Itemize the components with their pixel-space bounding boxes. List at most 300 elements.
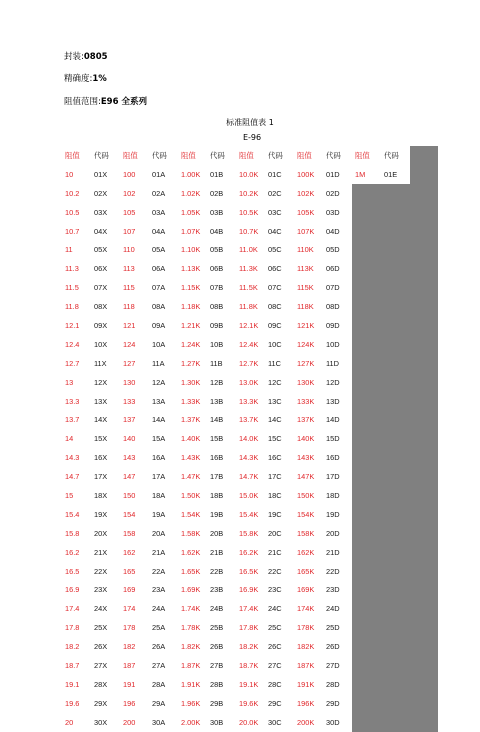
resistance-code: 01B bbox=[210, 169, 224, 179]
resistance-value: 10.5K bbox=[239, 207, 259, 217]
empty-cell bbox=[410, 259, 438, 278]
range-value: E96 全系列 bbox=[100, 97, 147, 107]
resistance-value: 14.7 bbox=[65, 472, 80, 482]
empty-cell bbox=[352, 259, 381, 278]
resistance-code: 17C bbox=[268, 472, 282, 482]
resistance-code: 28D bbox=[326, 679, 340, 689]
header-code: 代码 bbox=[210, 150, 225, 160]
resistance-code: 11B bbox=[210, 358, 223, 368]
resistance-code: 10B bbox=[210, 339, 224, 349]
resistance-code: 26D bbox=[326, 642, 340, 652]
empty-cell bbox=[352, 278, 381, 297]
empty-cell bbox=[381, 618, 410, 637]
resistance-value: 1M bbox=[355, 169, 366, 179]
table-row bbox=[62, 599, 438, 618]
resistance-code: 20B bbox=[210, 528, 224, 538]
resistance-value: 121K bbox=[297, 320, 315, 330]
resistance-value: 154 bbox=[123, 509, 136, 519]
table-row bbox=[62, 675, 438, 694]
empty-cell bbox=[381, 222, 410, 241]
empty-cell bbox=[381, 675, 410, 694]
header-code: 代码 bbox=[268, 150, 283, 160]
resistance-code: 20A bbox=[152, 528, 166, 538]
resistance-value: 130K bbox=[297, 377, 315, 387]
resistance-code: 07C bbox=[268, 283, 282, 293]
resistance-code: 26B bbox=[210, 642, 224, 652]
empty-cell bbox=[352, 713, 381, 732]
resistance-code: 01E bbox=[384, 169, 398, 179]
resistance-code: 10A bbox=[152, 339, 166, 349]
resistance-value: 11.5K bbox=[239, 283, 258, 293]
resistance-value: 178K bbox=[297, 623, 315, 633]
resistance-code: 21D bbox=[326, 547, 340, 557]
table-row bbox=[62, 429, 438, 448]
resistance-code: 05B bbox=[210, 245, 224, 255]
resistance-value: 14.3 bbox=[65, 453, 80, 463]
accuracy-line bbox=[64, 72, 107, 84]
table-row bbox=[62, 373, 438, 392]
resistance-code: 12A bbox=[152, 377, 166, 387]
empty-cell bbox=[410, 203, 438, 222]
resistance-code: 15A bbox=[152, 434, 166, 444]
empty-cell bbox=[410, 713, 438, 732]
resistance-code: 04X bbox=[94, 226, 108, 236]
resistance-value: 1.40K bbox=[181, 434, 201, 444]
resistance-code: 21X bbox=[94, 547, 108, 557]
resistance-code: 25B bbox=[210, 623, 224, 633]
resistance-value: 20.0K bbox=[239, 717, 259, 727]
resistance-value: 130 bbox=[123, 377, 136, 387]
resistance-value: 102K bbox=[297, 188, 315, 198]
empty-cell bbox=[352, 316, 381, 335]
empty-cell bbox=[410, 373, 438, 392]
package-value: 0805 bbox=[83, 52, 108, 62]
empty-cell bbox=[352, 222, 381, 241]
resistance-code: 22A bbox=[152, 566, 166, 576]
resistance-value: 1.58K bbox=[181, 528, 201, 538]
resistance-code: 19B bbox=[210, 509, 224, 519]
empty-cell bbox=[352, 297, 381, 316]
resistance-value: 15.4 bbox=[65, 509, 80, 519]
resistance-code: 01X bbox=[94, 169, 108, 179]
empty-cell bbox=[381, 429, 410, 448]
resistance-value: 15.4K bbox=[239, 509, 259, 519]
resistance-value: 14.0K bbox=[239, 434, 259, 444]
accuracy-value: 1% bbox=[92, 74, 107, 84]
resistance-code: 13C bbox=[268, 396, 282, 406]
resistor-value-table bbox=[62, 146, 438, 732]
resistance-value: 113K bbox=[297, 264, 314, 274]
resistance-value: 1.18K bbox=[181, 302, 201, 312]
resistance-code: 12D bbox=[326, 377, 340, 387]
resistance-code: 06A bbox=[152, 264, 166, 274]
resistance-code: 21C bbox=[268, 547, 282, 557]
resistance-value: 182K bbox=[297, 642, 315, 652]
table-row bbox=[62, 259, 438, 278]
resistance-code: 30X bbox=[94, 717, 108, 727]
resistance-value: 140 bbox=[123, 434, 136, 444]
resistance-value: 133K bbox=[297, 396, 315, 406]
resistance-value: 13.3 bbox=[65, 396, 80, 406]
resistance-code: 19A bbox=[152, 509, 166, 519]
resistance-value: 127K bbox=[297, 358, 315, 368]
resistance-value: 1.05K bbox=[181, 207, 201, 217]
resistance-code: 17A bbox=[152, 472, 166, 482]
resistance-value: 11.8K bbox=[239, 302, 258, 312]
resistance-code: 18D bbox=[326, 490, 340, 500]
resistance-value: 191K bbox=[297, 679, 315, 689]
resistance-code: 08X bbox=[94, 302, 108, 312]
empty-cell bbox=[381, 184, 410, 203]
resistance-value: 118 bbox=[123, 302, 135, 312]
resistance-code: 23A bbox=[152, 585, 166, 595]
resistance-value: 115K bbox=[297, 283, 314, 293]
resistance-code: 17X bbox=[94, 472, 108, 482]
resistance-value: 12.7K bbox=[239, 358, 259, 368]
resistance-code: 30B bbox=[210, 717, 224, 727]
resistance-value: 12.4 bbox=[65, 339, 80, 349]
resistance-code: 02B bbox=[210, 188, 224, 198]
resistance-code: 27X bbox=[94, 660, 108, 670]
empty-cell bbox=[410, 335, 438, 354]
resistance-value: 1.50K bbox=[181, 490, 201, 500]
empty-cell bbox=[352, 543, 381, 562]
resistance-value: 154K bbox=[297, 509, 315, 519]
resistance-code: 11D bbox=[326, 358, 340, 368]
resistance-code: 20D bbox=[326, 528, 340, 538]
resistance-value: 143 bbox=[123, 453, 136, 463]
table-title: 标准阻值表 1 bbox=[226, 118, 274, 127]
empty-cell bbox=[352, 392, 381, 411]
empty-cell bbox=[352, 240, 381, 259]
empty-cell bbox=[381, 580, 410, 599]
resistance-code: 13D bbox=[326, 396, 340, 406]
empty-cell bbox=[410, 354, 438, 373]
empty-cell bbox=[352, 354, 381, 373]
resistance-value: 150K bbox=[297, 490, 315, 500]
empty-cell bbox=[381, 203, 410, 222]
empty-cell bbox=[381, 392, 410, 411]
table-row bbox=[62, 543, 438, 562]
empty-cell bbox=[381, 316, 410, 335]
resistance-value: 15.8 bbox=[65, 528, 80, 538]
resistance-code: 24B bbox=[210, 604, 224, 614]
resistance-code: 16C bbox=[268, 453, 282, 463]
resistance-value: 17.4K bbox=[239, 604, 259, 614]
resistance-code: 29A bbox=[152, 698, 166, 708]
resistance-value: 10.0K bbox=[239, 169, 259, 179]
resistance-code: 29C bbox=[268, 698, 282, 708]
resistance-value: 1.37K bbox=[181, 415, 201, 425]
resistance-code: 26X bbox=[94, 642, 108, 652]
resistance-code: 08B bbox=[210, 302, 224, 312]
header-resistance: 阻值 bbox=[239, 150, 254, 160]
empty-cell bbox=[352, 448, 381, 467]
table-row bbox=[62, 222, 438, 241]
resistance-value: 16.9 bbox=[65, 585, 80, 595]
resistance-value: 1.00K bbox=[181, 169, 201, 179]
resistance-value: 12.1K bbox=[239, 320, 259, 330]
empty-cell bbox=[381, 713, 410, 732]
empty-cell bbox=[352, 599, 381, 618]
resistance-value: 14 bbox=[65, 434, 74, 444]
resistance-value: 191 bbox=[123, 679, 136, 689]
resistance-code: 19D bbox=[326, 509, 340, 519]
resistance-code: 14A bbox=[152, 415, 166, 425]
resistance-code: 05X bbox=[94, 245, 108, 255]
resistance-code: 28A bbox=[152, 679, 166, 689]
resistance-code: 27C bbox=[268, 660, 282, 670]
resistance-value: 1.62K bbox=[181, 547, 201, 557]
resistance-code: 06D bbox=[326, 264, 340, 274]
empty-cell bbox=[352, 373, 381, 392]
resistance-code: 01D bbox=[326, 169, 340, 179]
table-row bbox=[62, 354, 438, 373]
resistance-value: 196 bbox=[123, 698, 136, 708]
resistance-value: 10.7 bbox=[65, 226, 80, 236]
empty-cell bbox=[381, 486, 410, 505]
resistance-code: 29X bbox=[94, 698, 108, 708]
resistance-code: 01C bbox=[268, 169, 282, 179]
header-resistance: 阻值 bbox=[355, 150, 370, 160]
resistance-value: 13 bbox=[65, 377, 74, 387]
resistance-code: 04D bbox=[326, 226, 340, 236]
resistance-value: 11.5 bbox=[65, 283, 79, 293]
resistance-value: 16.5K bbox=[239, 566, 259, 576]
resistance-code: 04C bbox=[268, 226, 282, 236]
resistance-value: 118K bbox=[297, 302, 314, 312]
resistance-value: 11.3 bbox=[65, 264, 79, 274]
table-row bbox=[62, 486, 438, 505]
resistance-value: 12.1 bbox=[65, 320, 80, 330]
resistance-code: 04A bbox=[152, 226, 166, 236]
empty-cell bbox=[352, 335, 381, 354]
empty-cell bbox=[410, 543, 438, 562]
resistance-value: 165K bbox=[297, 566, 315, 576]
resistance-code: 02C bbox=[268, 188, 282, 198]
resistance-value: 1.96K bbox=[181, 698, 201, 708]
resistance-value: 1.65K bbox=[181, 566, 201, 576]
table-row bbox=[62, 240, 438, 259]
resistance-code: 15B bbox=[210, 434, 224, 444]
resistance-value: 17.8K bbox=[239, 623, 259, 633]
empty-cell bbox=[381, 524, 410, 543]
resistance-code: 20X bbox=[94, 528, 108, 538]
package-line bbox=[64, 50, 108, 62]
empty-cell bbox=[352, 656, 381, 675]
table-row bbox=[62, 580, 438, 599]
resistance-code: 27A bbox=[152, 660, 166, 670]
empty-cell bbox=[410, 222, 438, 241]
resistance-code: 18A bbox=[152, 490, 166, 500]
resistance-value: 15.8K bbox=[239, 528, 259, 538]
resistance-value: 121 bbox=[123, 320, 136, 330]
empty-cell bbox=[410, 562, 438, 581]
resistance-value: 174K bbox=[297, 604, 315, 614]
empty-cell bbox=[352, 562, 381, 581]
resistance-code: 05C bbox=[268, 245, 282, 255]
resistance-code: 09A bbox=[152, 320, 166, 330]
empty-cell bbox=[352, 505, 381, 524]
empty-cell bbox=[352, 203, 381, 222]
empty-cell bbox=[410, 297, 438, 316]
resistance-value: 105 bbox=[123, 207, 136, 217]
resistance-code: 06C bbox=[268, 264, 282, 274]
header-code: 代码 bbox=[94, 150, 109, 160]
empty-cell bbox=[352, 675, 381, 694]
resistance-value: 13.7K bbox=[239, 415, 259, 425]
table-row bbox=[62, 392, 438, 411]
resistance-value: 19.1K bbox=[239, 679, 259, 689]
table-row bbox=[62, 316, 438, 335]
resistance-code: 03X bbox=[94, 207, 108, 217]
resistance-value: 10.7K bbox=[239, 226, 259, 236]
resistance-value: 19.1 bbox=[65, 679, 80, 689]
resistance-code: 25X bbox=[94, 623, 108, 633]
resistance-value: 1.91K bbox=[181, 679, 201, 689]
resistance-value: 14.7K bbox=[239, 472, 259, 482]
resistance-value: 187 bbox=[123, 660, 136, 670]
resistance-code: 06B bbox=[210, 264, 224, 274]
empty-cell bbox=[410, 429, 438, 448]
resistance-code: 22D bbox=[326, 566, 340, 576]
resistance-value: 105K bbox=[297, 207, 315, 217]
resistance-code: 20C bbox=[268, 528, 282, 538]
empty-cell bbox=[381, 467, 410, 486]
table-header-row bbox=[62, 146, 438, 165]
resistance-value: 11.8 bbox=[65, 302, 79, 312]
empty-cell bbox=[410, 467, 438, 486]
resistance-code: 24C bbox=[268, 604, 282, 614]
table-row bbox=[62, 656, 438, 675]
resistance-code: 14B bbox=[210, 415, 224, 425]
empty-cell bbox=[381, 410, 410, 429]
empty-cell bbox=[410, 675, 438, 694]
empty-cell bbox=[381, 637, 410, 656]
resistance-value: 200K bbox=[297, 717, 315, 727]
resistance-code: 17B bbox=[210, 472, 224, 482]
resistance-value: 158 bbox=[123, 528, 136, 538]
resistance-code: 18X bbox=[94, 490, 108, 500]
header-code: 代码 bbox=[326, 150, 341, 160]
header-resistance: 阻值 bbox=[297, 150, 312, 160]
resistance-value: 1.43K bbox=[181, 453, 201, 463]
range-line bbox=[64, 95, 147, 107]
header-code: 代码 bbox=[384, 150, 399, 160]
resistance-value: 140K bbox=[297, 434, 315, 444]
resistance-code: 07B bbox=[210, 283, 224, 293]
table-row bbox=[62, 297, 438, 316]
empty-cell bbox=[410, 240, 438, 259]
resistance-code: 30A bbox=[152, 717, 166, 727]
resistance-code: 25C bbox=[268, 623, 282, 633]
resistance-value: 20 bbox=[65, 717, 74, 727]
resistance-code: 13A bbox=[152, 396, 166, 406]
resistance-code: 23D bbox=[326, 585, 340, 595]
resistance-code: 10X bbox=[94, 339, 108, 349]
resistance-value: 16.9K bbox=[239, 585, 259, 595]
resistance-value: 16.5 bbox=[65, 566, 80, 576]
resistance-code: 06X bbox=[94, 264, 108, 274]
resistance-value: 137K bbox=[297, 415, 315, 425]
resistance-value: 10.2K bbox=[239, 188, 259, 198]
resistance-code: 24D bbox=[326, 604, 340, 614]
empty-cell bbox=[410, 580, 438, 599]
resistance-value: 196K bbox=[297, 698, 315, 708]
resistance-value: 100K bbox=[297, 169, 315, 179]
empty-cell bbox=[410, 618, 438, 637]
empty-cell bbox=[381, 448, 410, 467]
resistance-value: 1.15K bbox=[181, 283, 201, 293]
empty-cell bbox=[381, 543, 410, 562]
resistance-code: 28X bbox=[94, 679, 108, 689]
resistance-code: 16D bbox=[326, 453, 340, 463]
table-row bbox=[62, 467, 438, 486]
resistance-code: 08C bbox=[268, 302, 282, 312]
resistance-value: 17.8 bbox=[65, 623, 80, 633]
resistance-value: 18.7 bbox=[65, 660, 80, 670]
resistance-code: 14C bbox=[268, 415, 282, 425]
resistance-value: 113 bbox=[123, 264, 135, 274]
table-row bbox=[62, 505, 438, 524]
resistance-value: 11.3K bbox=[239, 264, 258, 274]
resistance-code: 02D bbox=[326, 188, 340, 198]
table-subtitle: E-96 bbox=[242, 133, 262, 142]
empty-cell bbox=[352, 637, 381, 656]
resistance-value: 107K bbox=[297, 226, 315, 236]
resistance-code: 16X bbox=[94, 453, 108, 463]
resistance-code: 12X bbox=[94, 377, 108, 387]
resistance-value: 13.7 bbox=[65, 415, 80, 425]
resistance-code: 23B bbox=[210, 585, 224, 595]
table-row bbox=[62, 713, 438, 732]
resistance-code: 03A bbox=[152, 207, 166, 217]
resistance-code: 01A bbox=[152, 169, 166, 179]
empty-cell bbox=[352, 524, 381, 543]
resistance-value: 169K bbox=[297, 585, 315, 595]
resistance-value: 1.54K bbox=[181, 509, 201, 519]
header-resistance: 阻值 bbox=[123, 150, 138, 160]
resistance-code: 15D bbox=[326, 434, 340, 444]
resistance-code: 13B bbox=[210, 396, 224, 406]
table-row bbox=[62, 203, 438, 222]
empty-cell bbox=[381, 656, 410, 675]
resistance-code: 27B bbox=[210, 660, 224, 670]
resistance-code: 05A bbox=[152, 245, 166, 255]
table-row bbox=[62, 335, 438, 354]
resistance-value: 178 bbox=[123, 623, 136, 633]
resistance-value: 143K bbox=[297, 453, 315, 463]
resistance-value: 11.0K bbox=[239, 245, 258, 255]
resistance-value: 147 bbox=[123, 472, 136, 482]
resistance-value: 1.82K bbox=[181, 642, 201, 652]
resistance-value: 13.0K bbox=[239, 377, 259, 387]
empty-cell bbox=[352, 486, 381, 505]
resistance-value: 165 bbox=[123, 566, 136, 576]
resistance-value: 110K bbox=[297, 245, 314, 255]
empty-cell bbox=[352, 694, 381, 713]
empty-cell bbox=[410, 410, 438, 429]
resistance-value: 2.00K bbox=[181, 717, 201, 727]
resistance-value: 110 bbox=[123, 245, 135, 255]
resistance-code: 24A bbox=[152, 604, 166, 614]
resistance-value: 187K bbox=[297, 660, 315, 670]
resistance-value: 1.10K bbox=[181, 245, 201, 255]
resistance-code: 26A bbox=[152, 642, 166, 652]
resistance-code: 25D bbox=[326, 623, 340, 633]
resistance-code: 22B bbox=[210, 566, 224, 576]
empty-cell bbox=[410, 505, 438, 524]
